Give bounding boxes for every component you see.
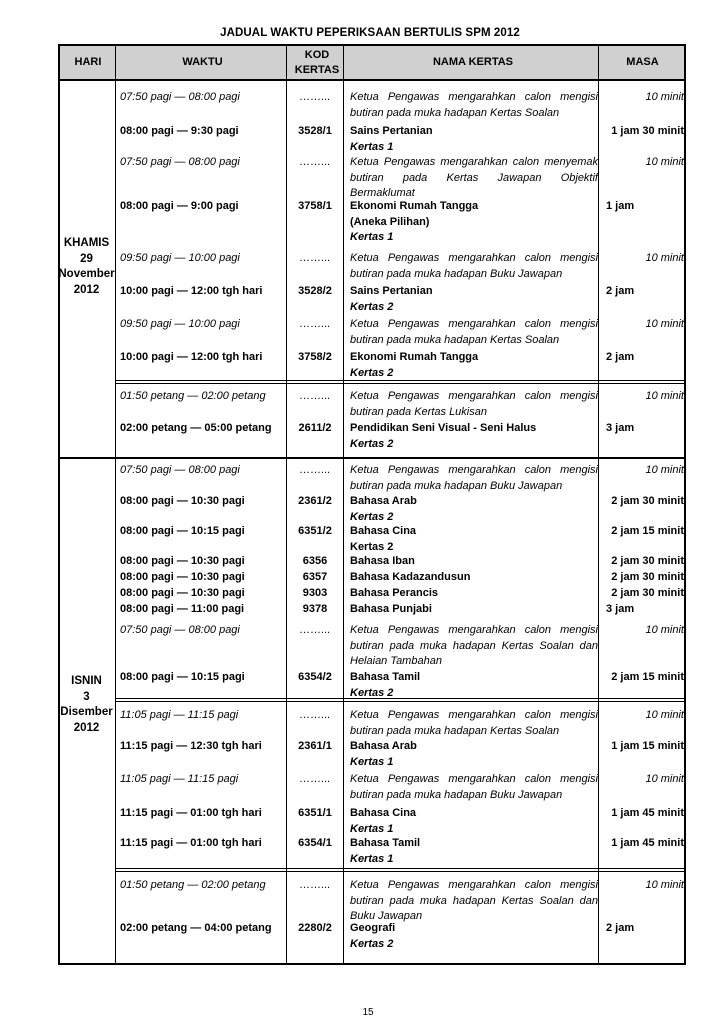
masa-cell: 10 minit (645, 252, 684, 264)
time-cell: 07:50 pagi — 08:00 pagi (120, 156, 240, 168)
name-cell (350, 739, 598, 770)
masa-cell: 10 minit (645, 709, 684, 721)
name-cell: Ketua Pengawas mengarahkan calon menyemak butiran pada Kertas Jawapan Objektif Bermaklumat (350, 156, 598, 199)
name-cell: Ketua Pengawas mengarahkan calon mengisi butiran pada muka hadapan Kertas Soalan (350, 318, 598, 346)
masa-cell: 10 minit (645, 156, 684, 168)
masa-cell: 10 minit (645, 91, 684, 103)
masa-cell: 1 jam (606, 200, 635, 212)
name-cell: Ketua Pengawas mengarahkan calon mengisi butiran pada muka hadapan Kertas Soalan dan Helaian Tambahan (350, 624, 598, 667)
day-year: 2012 (73, 283, 100, 296)
code-cell: 6356 (302, 555, 328, 567)
day-name: ISNIN (71, 675, 102, 687)
masa-cell: 10 minit (645, 773, 684, 785)
time-cell: 08:00 pagi — 10:30 pagi (120, 495, 245, 507)
masa-cell: 10 minit (645, 390, 684, 402)
name-cell: Ketua Pengawas mengarahkan calon mengisi butiran pada muka hadapan Kertas Soalan dan Buku Jawapan (350, 879, 598, 922)
name-cell: Bahasa Iban (350, 555, 415, 567)
masa-cell: 1 jam 45 minit (611, 807, 684, 819)
code-cell: ……... (299, 91, 331, 103)
name-cell (350, 670, 598, 701)
masa-cell: 10 minit (645, 318, 684, 330)
code-cell: 3758/1 (298, 200, 332, 212)
time-cell: 08:00 pagi — 10:30 pagi (120, 587, 245, 599)
paper-name: Bahasa Arab (350, 740, 417, 752)
code-cell: 6351/2 (298, 525, 332, 537)
time-cell: 08:00 pagi — 11:00 pagi (120, 603, 245, 615)
code-cell: ……... (299, 464, 331, 476)
masa-cell: 2 jam 30 minit (611, 495, 684, 507)
name-cell: Ketua Pengawas mengarahkan calon mengisi butiran pada muka hadapan Buku Jawapan (350, 252, 598, 280)
code-cell: ……... (299, 879, 331, 891)
masa-cell: 1 jam 15 minit (611, 740, 684, 752)
paper-part: Kertas 1 (350, 140, 394, 153)
name-cell (350, 494, 598, 525)
header-hari: HARI (74, 56, 102, 69)
header-waktu: WAKTU (182, 56, 223, 69)
name-cell (350, 124, 598, 155)
time-cell: 02:00 petang — 05:00 petang (120, 422, 272, 434)
name-cell: Ketua Pengawas mengarahkan calon mengisi butiran pada Kertas Lukisan (350, 390, 598, 418)
code-cell: 3528/1 (298, 125, 332, 137)
time-cell: 09:50 pagi — 10:00 pagi (120, 252, 240, 264)
name-cell (350, 524, 598, 555)
session-divider (115, 383, 686, 384)
time-cell: 11:05 pagi — 11:15 pagi (120, 709, 239, 721)
code-cell: 9378 (302, 603, 328, 615)
masa-cell: 10 minit (645, 624, 684, 636)
paper-name: Bahasa Tamil (350, 671, 421, 683)
code-cell: 2611/2 (298, 422, 332, 434)
name-cell: Bahasa Punjabi (350, 603, 432, 615)
code-cell: 6354/1 (298, 837, 332, 849)
day-divider (58, 457, 686, 459)
code-cell: ……... (299, 709, 331, 721)
time-cell: 11:15 pagi — 01:00 tgh hari (120, 837, 262, 849)
name-cell (350, 421, 598, 452)
code-cell: 6357 (302, 571, 328, 583)
header-nama-kertas: NAMA KERTAS (432, 56, 514, 69)
code-cell: 3528/2 (298, 285, 332, 297)
paper-part: Kertas 1 (350, 852, 394, 865)
column-divider (343, 44, 344, 965)
paper-name: Bahasa Cina (350, 807, 417, 819)
time-cell: 11:15 pagi — 12:30 tgh hari (120, 740, 262, 752)
paper-part: Kertas 1 (350, 822, 394, 835)
column-divider (115, 44, 116, 965)
paper-name: Bahasa Tamil (350, 837, 421, 849)
time-cell: 07:50 pagi — 08:00 pagi (120, 624, 240, 636)
paper-part: Kertas 2 (350, 437, 394, 450)
masa-cell: 3 jam (606, 422, 635, 434)
masa-cell: 2 jam (606, 922, 635, 934)
session-divider (115, 871, 686, 872)
name-cell: Bahasa Perancis (350, 587, 439, 599)
paper-name: Bahasa Cina (350, 525, 417, 537)
code-cell: 3758/2 (298, 351, 332, 363)
code-cell: ……... (299, 252, 331, 264)
time-cell: 08:00 pagi — 10:30 pagi (120, 571, 245, 583)
paper-part: Kertas 1 (350, 755, 394, 768)
code-cell: ……... (299, 624, 331, 636)
code-cell: 6351/1 (298, 807, 332, 819)
name-cell: Ketua Pengawas mengarahkan calon mengisi butiran pada muka hadapan Buku Jawapan (350, 464, 598, 492)
name-cell: Ketua Pengawas mengarahkan calon mengisi butiran pada muka hadapan Buku Jawapan (350, 773, 598, 801)
masa-cell: 1 jam 30 minit (611, 125, 684, 137)
masa-cell: 2 jam 30 minit (611, 555, 684, 567)
name-cell (350, 836, 598, 867)
paper-name: Pendidikan Seni Visual - Seni Halus (350, 422, 537, 434)
masa-cell: 2 jam (606, 351, 635, 363)
code-cell: 6354/2 (298, 671, 332, 683)
header-kod (289, 46, 345, 79)
day-month: November (58, 268, 115, 281)
header-masa: MASA (626, 56, 659, 69)
day-year: 2012 (73, 721, 100, 734)
time-cell: 08:00 pagi — 10:30 pagi (120, 555, 245, 567)
paper-part: Kertas 2 (350, 366, 394, 379)
time-cell: 07:50 pagi — 08:00 pagi (120, 464, 240, 476)
day-month: Disember (60, 706, 113, 719)
masa-cell: 2 jam 30 minit (611, 587, 684, 599)
paper-name: Sains Pertanian (350, 125, 433, 137)
day-date: 29 (80, 252, 93, 265)
day-label-khamis (58, 236, 115, 298)
time-cell: 08:00 pagi — 9:00 pagi (120, 200, 239, 212)
time-cell: 09:50 pagi — 10:00 pagi (120, 318, 240, 330)
name-cell (350, 284, 598, 315)
header-kod-line2: KERTAS (294, 63, 340, 76)
paper-part: Kertas 2 (350, 300, 394, 313)
paper-part: Kertas 2 (350, 510, 394, 523)
header-kod-line1: KOD (304, 49, 330, 62)
time-cell: 10:00 pagi — 12:00 tgh hari (120, 351, 263, 363)
code-cell: 2361/2 (298, 495, 332, 507)
paper-part: Kertas 2 (350, 686, 394, 699)
time-cell: 11:05 pagi — 11:15 pagi (120, 773, 239, 785)
table-header (58, 44, 686, 81)
time-cell: 01:50 petang — 02:00 petang (120, 390, 266, 402)
paper-format: (Aneka Pilihan) (350, 215, 430, 228)
code-cell: 9303 (302, 587, 328, 599)
paper-part: Kertas 2 (350, 540, 394, 553)
paper-name: Ekonomi Rumah Tangga (350, 200, 479, 212)
masa-cell: 2 jam 30 minit (611, 571, 684, 583)
name-cell: Bahasa Kadazandusun (350, 571, 471, 583)
time-cell: 07:50 pagi — 08:00 pagi (120, 91, 240, 103)
masa-cell: 2 jam 15 minit (611, 525, 684, 537)
paper-name: Geografi (350, 922, 396, 934)
code-cell: ……... (299, 390, 331, 402)
code-cell: 2280/2 (298, 922, 332, 934)
masa-cell: 10 minit (645, 464, 684, 476)
paper-name: Bahasa Arab (350, 495, 417, 507)
time-cell: 10:00 pagi — 12:00 tgh hari (120, 285, 263, 297)
name-cell: Ketua Pengawas mengarahkan calon mengisi butiran pada muka hadapan Kertas Soalan (350, 91, 598, 119)
name-cell (350, 806, 598, 837)
name-cell (350, 921, 598, 952)
masa-cell: 2 jam 15 minit (611, 671, 684, 683)
time-cell: 01:50 petang — 02:00 petang (120, 879, 266, 891)
time-cell: 08:00 pagi — 10:15 pagi (120, 525, 245, 537)
session-divider (115, 868, 686, 869)
masa-cell: 10 minit (645, 879, 684, 891)
code-cell: ……... (299, 318, 331, 330)
paper-part: Kertas 1 (350, 231, 394, 243)
code-cell: ……... (299, 773, 331, 785)
time-cell: 08:00 pagi — 9:30 pagi (120, 125, 239, 137)
paper-part: Kertas 2 (350, 937, 394, 950)
page-title: JADUAL WAKTU PEPERIKSAAN BERTULIS SPM 2012 (220, 27, 520, 39)
time-cell: 11:15 pagi — 01:00 tgh hari (120, 807, 262, 819)
day-date: 3 (83, 690, 90, 703)
code-cell: ……... (299, 156, 331, 168)
masa-cell: 2 jam (606, 285, 635, 297)
day-name: KHAMIS (63, 237, 110, 249)
masa-cell: 1 jam 45 minit (611, 837, 684, 849)
time-cell: 02:00 petang — 04:00 petang (120, 922, 272, 934)
paper-name: Sains Pertanian (350, 285, 433, 297)
page-number: 15 (362, 1007, 374, 1018)
session-divider (115, 701, 686, 702)
day-label-isnin (58, 674, 115, 736)
time-cell: 08:00 pagi — 10:15 pagi (120, 671, 245, 683)
name-cell (350, 199, 598, 246)
masa-cell: 3 jam (606, 603, 635, 615)
paper-name: Ekonomi Rumah Tangga (350, 351, 479, 363)
code-cell: 2361/1 (298, 740, 332, 752)
name-cell: Ketua Pengawas mengarahkan calon mengisi butiran pada muka hadapan Kertas Soalan (350, 709, 598, 737)
name-cell (350, 350, 598, 381)
column-divider (598, 44, 599, 965)
